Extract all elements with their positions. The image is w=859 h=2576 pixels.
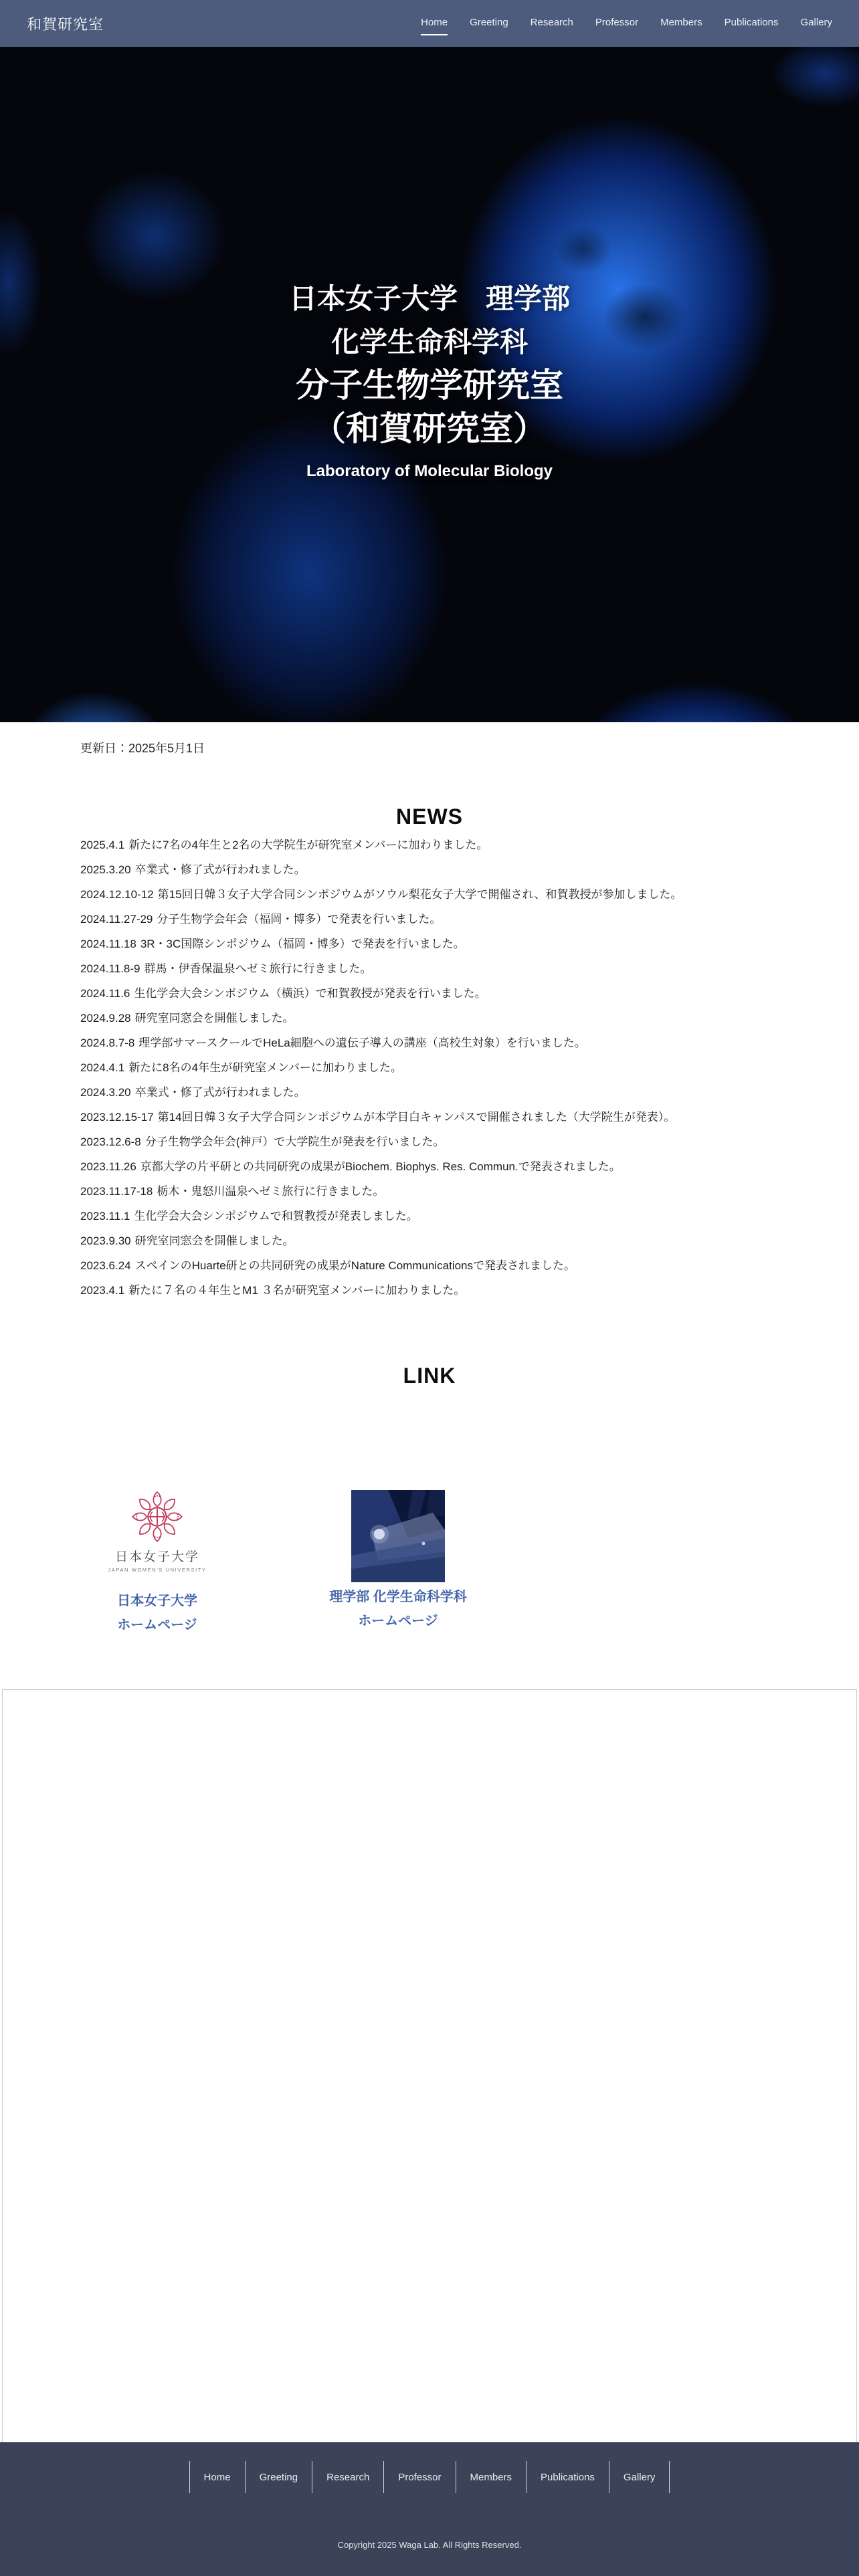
news-item <box>80 857 819 882</box>
news-item-text: 群馬・伊香保温泉へゼミ旅行に行きました。 <box>144 962 372 975</box>
header-nav-research[interactable]: Research <box>530 16 573 28</box>
jwu-logo-text: 日本女子大学 <box>114 1550 199 1564</box>
footer-nav-research[interactable]: Research <box>312 2461 383 2493</box>
news-item-text: 新たに７名の４年生とM1 ３名が研究室メンバーに加わりました。 <box>128 1284 466 1297</box>
empty-content-area <box>2 1689 857 2442</box>
news-item-date: 2023.9.30 <box>80 1235 131 1247</box>
header-nav-gallery[interactable]: Gallery <box>800 16 832 28</box>
news-item-date: 2023.12.6-8 <box>80 1136 141 1148</box>
news-item <box>80 1105 819 1130</box>
news-item-text: 卒業式・修了式が行われました。 <box>134 1086 306 1099</box>
header-nav-publications[interactable]: Publications <box>724 16 779 28</box>
news-item <box>80 1179 819 1204</box>
news-item <box>80 1228 819 1253</box>
news-item-text: 第15回日韓３女子大学合同シンポジウムがソウル梨花女子大学で開催され、和賀教授が参加しました。 <box>157 888 682 901</box>
header-nav <box>421 12 832 35</box>
news-item <box>80 1080 819 1105</box>
header-nav-members[interactable]: Members <box>660 16 702 28</box>
news-item <box>80 833 819 857</box>
science-dept-link-caption[interactable] <box>329 1585 467 1633</box>
hero-banner <box>0 47 859 722</box>
jwu-link-caption-line-2: ホームページ <box>117 1618 197 1632</box>
news-item <box>80 907 819 932</box>
hero-title <box>289 277 570 492</box>
news-item-text: 第14回日韓３女子大学合同シンポジウムが本学目白キャンパスで開催されました（大学院生が発表）。 <box>157 1111 676 1123</box>
news-item-date: 2024.9.28 <box>80 1012 131 1025</box>
news-item <box>80 882 819 907</box>
news-item-text: 分子生物学会年会(神戸）で大学院生が発表を行いました。 <box>145 1136 445 1148</box>
main-content <box>0 722 859 1689</box>
news-item-text: 理学部サマースクールでHeLa細胞への遺伝子導入の講座（高校生対象）を行いました。 <box>138 1037 586 1049</box>
news-list <box>80 833 819 1303</box>
news-item-text: 新たに7名の4年生と2名の大学院生が研究室メンバーに加わりました。 <box>128 839 488 851</box>
footer-nav <box>0 2442 859 2493</box>
news-item-date: 2023.12.15-17 <box>80 1111 154 1123</box>
link-card-jwu[interactable] <box>80 1490 234 1637</box>
news-item-date: 2024.4.1 <box>80 1061 125 1074</box>
footer-nav-members[interactable]: Members <box>456 2461 527 2493</box>
news-item-date: 2023.11.17-18 <box>80 1185 153 1198</box>
footer-nav-home[interactable]: Home <box>189 2461 245 2493</box>
hero-title-line-3: 分子生物学研究室 <box>295 366 563 404</box>
news-item-date: 2024.12.10-12 <box>80 888 154 901</box>
jwu-link-caption[interactable] <box>117 1589 197 1637</box>
news-item <box>80 1006 819 1031</box>
news-item <box>80 932 819 956</box>
news-item <box>80 1204 819 1228</box>
news-item-date: 2024.11.27-29 <box>80 913 153 926</box>
jwu-logo-image <box>108 1490 206 1573</box>
footer-nav-publications[interactable]: Publications <box>526 2461 609 2493</box>
news-item <box>80 1130 819 1154</box>
news-item-date: 2023.4.1 <box>80 1284 125 1297</box>
news-item <box>80 981 819 1006</box>
updated-date: 更新日：2025年5月1日 <box>80 742 205 755</box>
header-nav-home[interactable]: Home <box>421 17 448 35</box>
jwu-logo-subtext: JAPAN WOMEN'S UNIVERSITY <box>108 1567 207 1573</box>
link-card-science-dept[interactable] <box>321 1490 475 1637</box>
science-dept-caption-line-1: 理学部 化学生命科学科 <box>329 1590 467 1604</box>
site-header <box>0 0 859 47</box>
news-item-date: 2024.11.18 <box>80 938 136 950</box>
footer-nav-professor[interactable]: Professor <box>383 2461 455 2493</box>
news-item-text: 生化学会大会シンポジウムで和賀教授が発表しました。 <box>134 1210 418 1222</box>
site-logo-text[interactable]: 和賀研究室 <box>27 15 104 33</box>
news-item-date: 2023.11.1 <box>80 1210 130 1222</box>
news-item-date: 2025.4.1 <box>80 839 125 851</box>
footer-nav-greeting[interactable]: Greeting <box>245 2461 312 2493</box>
news-item <box>80 1253 819 1278</box>
news-item-text: 京都大学の片平研との共同研究の成果がBiochem. Biophys. Res. Commun.で発表されました。 <box>140 1160 621 1173</box>
jwu-crest-icon <box>130 1490 184 1543</box>
links-row <box>80 1490 859 1637</box>
news-item-date: 2025.3.20 <box>80 863 131 876</box>
footer-nav-links <box>189 2461 670 2493</box>
news-item <box>80 956 819 981</box>
hero-title-line-4: （和賀研究室） <box>312 410 547 447</box>
footer-nav-gallery[interactable]: Gallery <box>609 2461 670 2493</box>
hero-title-line-2: 化学生命科学科 <box>330 326 528 358</box>
science-dept-caption-line-2: ホームページ <box>358 1614 438 1628</box>
news-item-text: 研究室同窓会を開催しました。 <box>134 1012 294 1025</box>
news-item-date: 2024.11.6 <box>80 987 130 1000</box>
news-item-text: 栃木・鬼怒川温泉へゼミ旅行に行きました。 <box>157 1185 385 1198</box>
header-nav-professor[interactable]: Professor <box>595 16 639 28</box>
news-item-text: 卒業式・修了式が行われました。 <box>134 863 306 876</box>
header-nav-greeting[interactable]: Greeting <box>470 16 508 28</box>
copyright-text: Copyright 2025 Waga Lab. All Rights Reserved. <box>337 2540 522 2550</box>
news-item-text: 分子生物学会年会（福岡・博多）で発表を行いました。 <box>157 913 442 926</box>
news-item <box>80 1278 819 1303</box>
news-item-date: 2024.3.20 <box>80 1086 131 1099</box>
news-item-date: 2023.6.24 <box>80 1259 131 1272</box>
hero-title-line-1: 日本女子大学 理学部 <box>288 283 570 314</box>
microscope-photo-art <box>351 1490 445 1582</box>
news-item-date: 2023.11.26 <box>80 1160 136 1173</box>
news-item <box>80 1031 819 1055</box>
jwu-link-caption-line-1: 日本女子大学 <box>117 1594 197 1608</box>
site-footer <box>0 2442 859 2576</box>
news-item-text: 新たに8名の4年生が研究室メンバーに加わりました。 <box>128 1061 402 1074</box>
news-item-date: 2024.11.8-9 <box>80 962 140 975</box>
news-item-text: スペインのHuarte研との共同研究の成果がNature Communicationsで発表されました。 <box>134 1259 576 1272</box>
link-heading: LINK <box>403 1364 456 1388</box>
news-heading: NEWS <box>396 804 463 829</box>
news-item-text: 研究室同窓会を開催しました。 <box>134 1235 294 1247</box>
news-item <box>80 1055 819 1080</box>
news-item-text: 3R・3C国際シンポジウム（福岡・博多）で発表を行いました。 <box>140 938 465 950</box>
news-item-text: 生化学会大会シンポジウム（横浜）で和賀教授が発表を行いました。 <box>134 987 486 1000</box>
news-item-date: 2024.8.7-8 <box>80 1037 135 1049</box>
news-item <box>80 1154 819 1179</box>
hero-subtitle: Laboratory of Molecular Biology <box>306 462 553 480</box>
microscope-photo <box>351 1490 445 1582</box>
